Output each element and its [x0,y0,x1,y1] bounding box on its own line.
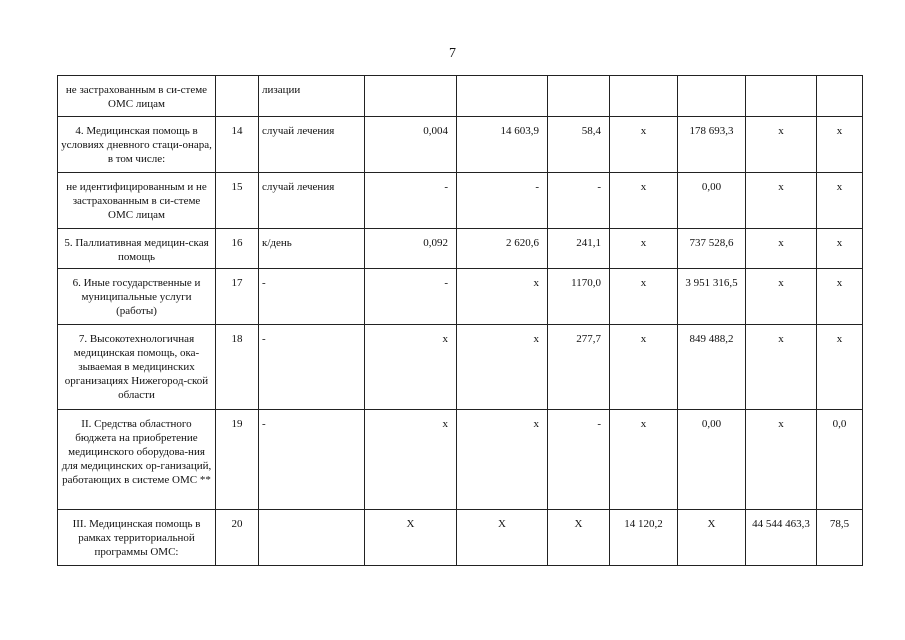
cell-value: х [457,269,548,325]
cell-value: - [365,173,457,229]
cell-value: 737 528,6 [678,229,746,269]
cell-value: 0,0 [817,410,863,510]
table-row [58,173,863,229]
cell-value: х [610,117,678,173]
row-name: 6. Иные государственные и муниципальные услуги (работы) [58,269,216,325]
cell-value: х [610,269,678,325]
cell-value: Х [678,510,746,566]
row-unit [259,510,365,566]
row-unit: случай лечения [259,117,365,173]
row-name: III. Медицинская помощь в рамках территориальной программы ОМС: [58,510,216,566]
row-number: 20 [216,510,259,566]
cell-value: 277,7 [548,325,610,410]
row-number [216,76,259,117]
cell-value: х [746,229,817,269]
cell-value: х [610,173,678,229]
row-name: 7. Высокотехнологичная медицинская помощь, ока-зываемая в медицинских организациях Нижегород-ской области [58,325,216,410]
table-row [58,76,863,117]
cell-value: Х [457,510,548,566]
cell-value [817,76,863,117]
table-row [58,325,863,410]
cell-value: х [817,269,863,325]
cell-value: х [746,410,817,510]
cell-value: х [817,325,863,410]
cell-value: - [548,173,610,229]
cell-value: 14 603,9 [457,117,548,173]
cell-value: х [817,117,863,173]
page-number: 7 [449,46,456,61]
cell-value: 849 488,2 [678,325,746,410]
cell-value: х [817,229,863,269]
row-number: 15 [216,173,259,229]
table-row [58,269,863,325]
row-number: 19 [216,410,259,510]
cell-value: 44 544 463,3 [746,510,817,566]
cell-value: х [365,325,457,410]
cell-value [678,76,746,117]
row-unit: - [259,410,365,510]
cell-value: х [746,269,817,325]
cell-value: х [457,410,548,510]
cell-value: х [746,173,817,229]
data-table [57,75,863,566]
cell-value [548,76,610,117]
cell-value: х [746,117,817,173]
cell-value: 0,00 [678,410,746,510]
row-number: 17 [216,269,259,325]
cell-value [610,76,678,117]
cell-value [457,76,548,117]
row-number: 14 [216,117,259,173]
cell-value: х [365,410,457,510]
cell-value: - [548,410,610,510]
cell-value: х [610,410,678,510]
row-name: II. Средства областного бюджета на приобретение медицинского оборудова-ния для медицинских ор-ганизаций, работающих в системе ОМС ** [58,410,216,510]
cell-value: 1170,0 [548,269,610,325]
cell-value: 0,00 [678,173,746,229]
cell-value: 241,1 [548,229,610,269]
cell-value: 0,004 [365,117,457,173]
table-row [58,410,863,510]
row-name: не застрахованным в си-стеме ОМС лицам [58,76,216,117]
cell-value: - [457,173,548,229]
row-number: 18 [216,325,259,410]
cell-value: х [746,325,817,410]
row-name: 4. Медицинская помощь в условиях дневного стаци-онара, в том числе: [58,117,216,173]
row-unit: лизации [259,76,365,117]
cell-value: 78,5 [817,510,863,566]
row-unit: случай лечения [259,173,365,229]
cell-value: 0,092 [365,229,457,269]
cell-value: - [365,269,457,325]
cell-value: х [457,325,548,410]
row-name: не идентифицированным и не застрахованным в си-стеме ОМС лицам [58,173,216,229]
row-unit: к/день [259,229,365,269]
cell-value: Х [548,510,610,566]
cell-value: х [610,229,678,269]
cell-value [746,76,817,117]
table-row [58,117,863,173]
cell-value: х [817,173,863,229]
row-unit: - [259,269,365,325]
cell-value: 2 620,6 [457,229,548,269]
table-row [58,510,863,566]
cell-value [365,76,457,117]
row-unit: - [259,325,365,410]
cell-value: 14 120,2 [610,510,678,566]
cell-value: 58,4 [548,117,610,173]
cell-value: 3 951 316,5 [678,269,746,325]
cell-value: Х [365,510,457,566]
cell-value: 178 693,3 [678,117,746,173]
table-row [58,229,863,269]
cell-value: х [610,325,678,410]
row-name: 5. Паллиативная медицин-ская помощь [58,229,216,269]
row-number: 16 [216,229,259,269]
